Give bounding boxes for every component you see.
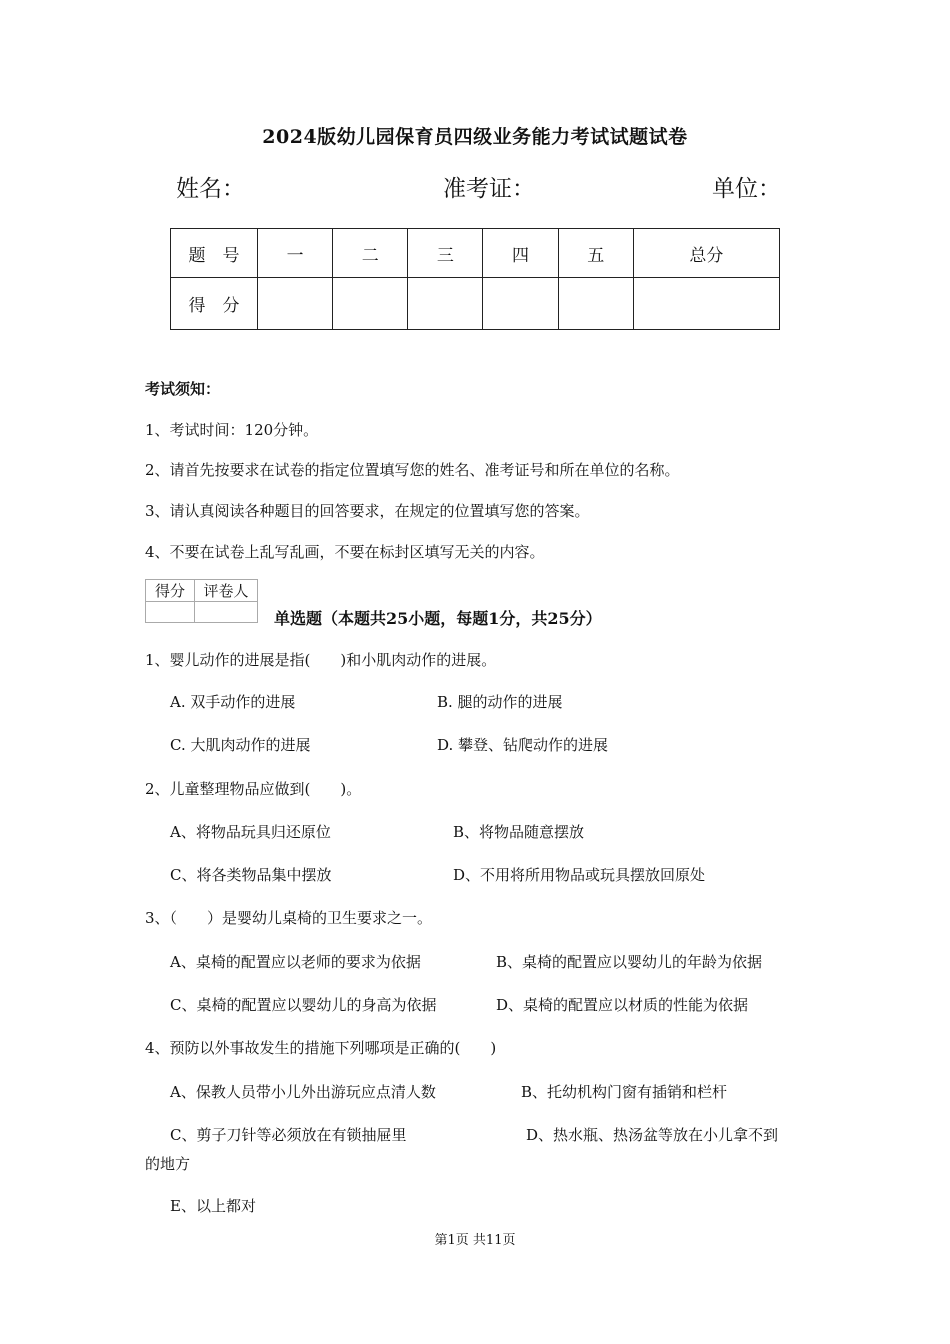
score-table-header-row bbox=[171, 229, 780, 278]
score-table-cell: 四 bbox=[483, 229, 558, 278]
score-table-cell: 得 分 bbox=[171, 278, 258, 330]
notice-item: 4、不要在试卷上乱写乱画，不要在标封区填写无关的内容。 bbox=[145, 543, 545, 561]
answer-option: A、将物品玩具归还原位 bbox=[170, 823, 331, 841]
question-stem: 2、儿童整理物品应做到( )。 bbox=[145, 780, 362, 798]
answer-option: D、不用将所用物品或玩具摆放回原处 bbox=[453, 866, 706, 884]
question-stem: 3、（ ）是婴幼儿桌椅的卫生要求之一。 bbox=[145, 909, 433, 927]
name-label: 姓名： bbox=[176, 176, 245, 202]
score-blank-cell[interactable] bbox=[258, 278, 333, 330]
answer-option: B. 腿的动作的进展 bbox=[437, 693, 563, 711]
question-stem: 1、婴儿动作的进展是指( )和小肌肉动作的进展。 bbox=[145, 651, 497, 669]
score-blank-cell[interactable] bbox=[483, 278, 558, 330]
answer-option: D、热水瓶、热汤盆等放在小儿拿不到 bbox=[526, 1126, 779, 1144]
answer-option: B、将物品随意摆放 bbox=[453, 823, 585, 841]
answer-option: C、将各类物品集中摆放 bbox=[170, 866, 332, 884]
answer-option: A、桌椅的配置应以老师的要求为依据 bbox=[170, 953, 421, 971]
notice-item: 2、请首先按要求在试卷的指定位置填写您的姓名、准考证号和所在单位的名称。 bbox=[145, 461, 680, 479]
score-table-cell: 五 bbox=[558, 229, 633, 278]
score-table-score-row bbox=[171, 278, 780, 330]
section-title: 单选题（本题共25小题，每题1分，共25分） bbox=[274, 609, 602, 628]
score-table-cell: 二 bbox=[333, 229, 408, 278]
score-blank-cell[interactable] bbox=[633, 278, 779, 330]
notice-item: 3、请认真阅读各种题目的回答要求，在规定的位置填写您的答案。 bbox=[145, 502, 590, 520]
score-table-cell: 总分 bbox=[633, 229, 779, 278]
grader-reviewer-blank[interactable] bbox=[195, 602, 258, 623]
grader-box bbox=[145, 579, 258, 623]
answer-option-continued: 的地方 bbox=[145, 1155, 191, 1173]
answer-option: C. 大肌肉动作的进展 bbox=[170, 736, 311, 754]
grader-reviewer-label: 评卷人 bbox=[195, 580, 258, 602]
grader-score-label: 得分 bbox=[146, 580, 195, 602]
notice-item: 1、考试时间：120分钟。 bbox=[145, 421, 319, 439]
answer-option: B、桌椅的配置应以婴幼儿的年龄为依据 bbox=[496, 953, 763, 971]
score-table-cell: 三 bbox=[408, 229, 483, 278]
page-footer: 第1页 共11页 bbox=[434, 1233, 516, 1248]
score-blank-cell[interactable] bbox=[558, 278, 633, 330]
answer-option: D. 攀登、钻爬动作的进展 bbox=[437, 736, 609, 754]
question-stem: 4、预防以外事故发生的措施下列哪项是正确的( ) bbox=[145, 1039, 497, 1057]
exam-id-label: 准考证： bbox=[443, 176, 535, 202]
answer-option: E、以上都对 bbox=[170, 1197, 256, 1215]
answer-option: C、桌椅的配置应以婴幼儿的身高为依据 bbox=[170, 996, 437, 1014]
score-table-cell: 一 bbox=[258, 229, 333, 278]
answer-option: D、桌椅的配置应以材质的性能为依据 bbox=[496, 996, 749, 1014]
grader-score-blank[interactable] bbox=[146, 602, 195, 623]
score-table bbox=[170, 228, 780, 330]
exam-title: 2024版幼儿园保育员四级业务能力考试试题试卷 bbox=[262, 126, 688, 148]
unit-label: 单位： bbox=[712, 176, 781, 202]
answer-option: C、剪子刀针等必须放在有锁抽屉里 bbox=[170, 1126, 407, 1144]
answer-option: A. 双手动作的进展 bbox=[170, 693, 296, 711]
score-blank-cell[interactable] bbox=[408, 278, 483, 330]
answer-option: A、保教人员带小儿外出游玩应点清人数 bbox=[170, 1083, 436, 1101]
score-table-cell: 题 号 bbox=[171, 229, 258, 278]
answer-option: B、托幼机构门窗有插销和栏杆 bbox=[521, 1083, 728, 1101]
notice-heading: 考试须知： bbox=[145, 380, 221, 398]
score-blank-cell[interactable] bbox=[333, 278, 408, 330]
